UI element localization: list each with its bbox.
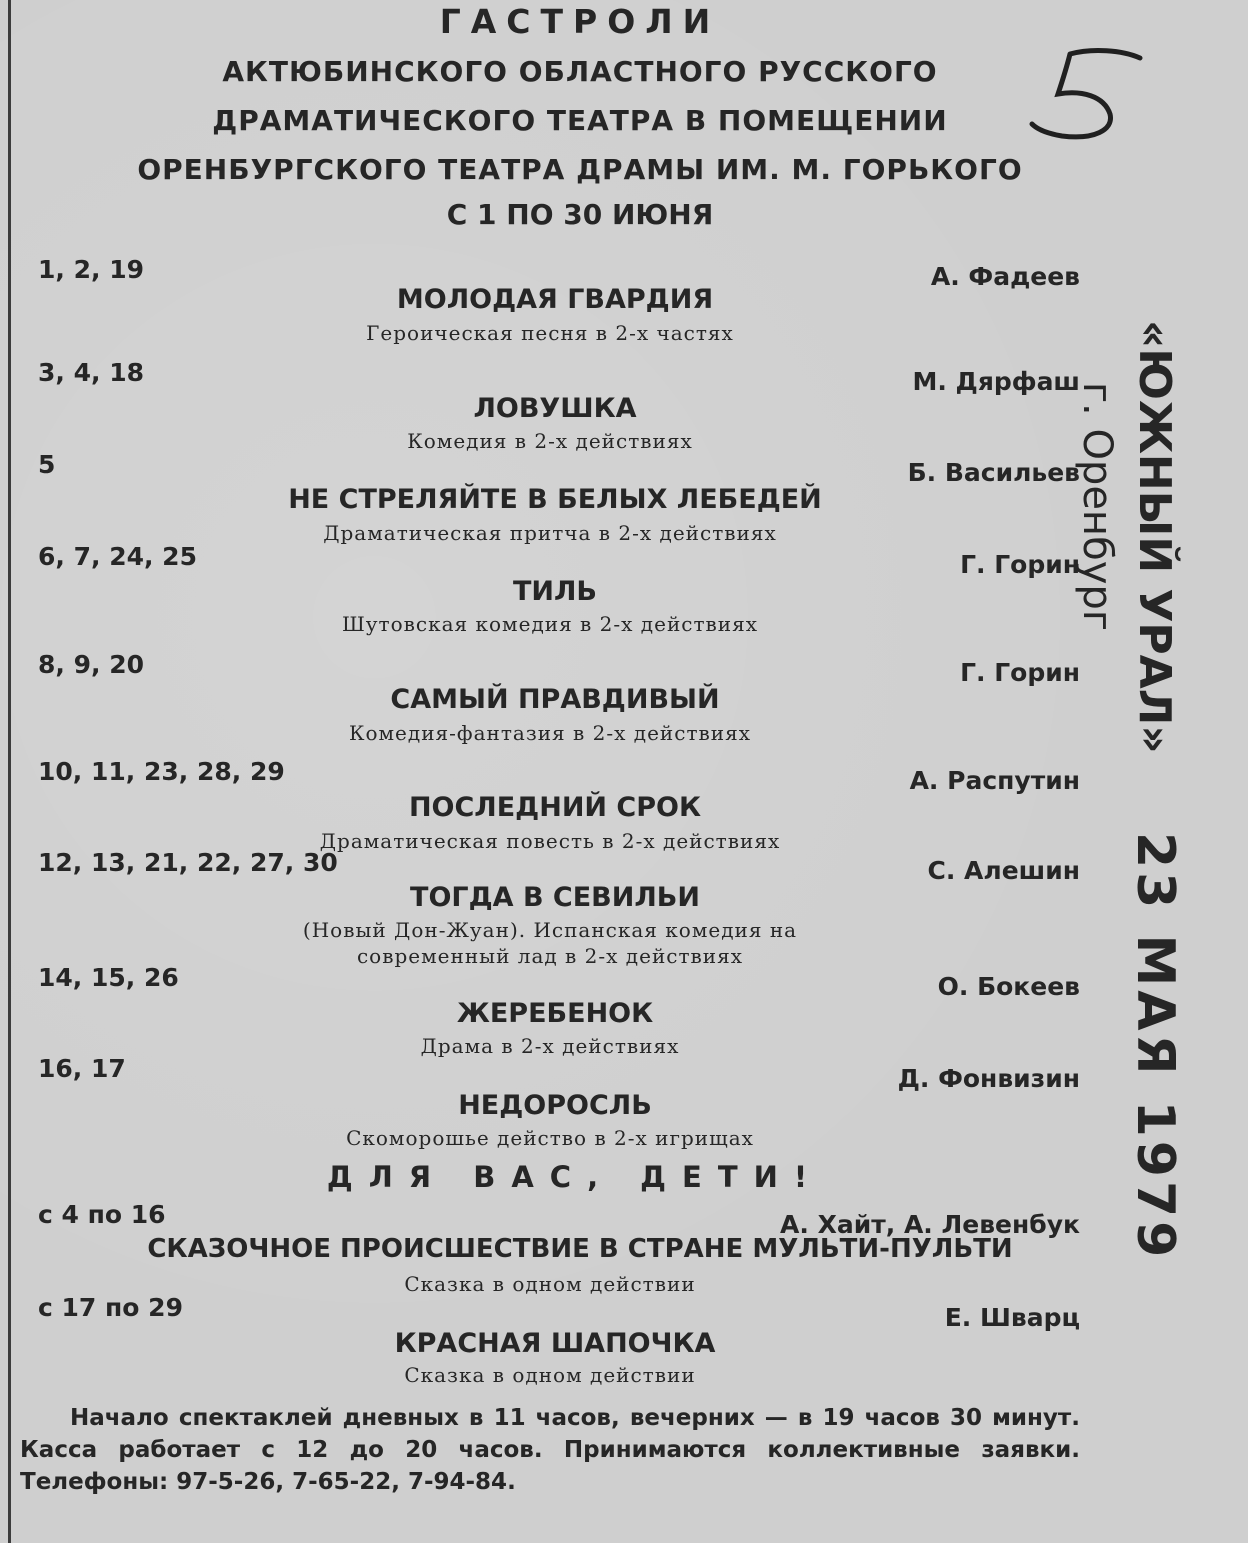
kids-play-dates: с 17 по 29 [38,1293,183,1322]
play-author: Д. Фонвизин [897,1064,1080,1093]
play-author: А. Фадеев [930,262,1080,291]
kids-play-title: КРАСНАЯ ШАПОЧКА [394,1328,716,1359]
play-title: ТИЛЬ [512,576,598,607]
kids-play-subtitle: Сказка в одном действии [404,1272,696,1296]
kids-play-subtitle: Сказка в одном действии [404,1363,696,1387]
play-author: Г. Горин [960,550,1080,579]
play-dates: 16, 17 [38,1054,126,1083]
play-subtitle-line-2: современный лад в 2-х действиях [356,944,744,968]
play-subtitle: Героическая песня в 2-х частях [366,321,734,345]
handwritten-number-five [1022,40,1152,150]
play-title: НЕ СТРЕЛЯЙТЕ В БЕЛЫХ ЛЕБЕДЕЙ [288,484,822,515]
header-dates: С 1 ПО 30 ИЮНЯ [446,198,714,231]
header-title: ГАСТРОЛИ [439,2,721,41]
footer-info: Начало спектаклей дневных в 11 часов, вечерних — в 19 часов 30 минут. Касса работает с 12 до 20 часов. Принимаются коллективные заявки. Телефоны: 97-5-26, 7-65-22, 7-94-84. [20,1405,1080,1495]
play-dates: 14, 15, 26 [38,963,179,992]
play-subtitle: Скоморошье действо в 2-х игрищах [346,1126,754,1150]
kids-play-title: СКАЗОЧНОЕ ПРОИСШЕСТВИЕ В СТРАНЕ МУЛЬТИ-ПУЛЬТИ [147,1234,1013,1264]
play-title: ЖЕРЕБЕНОК [456,998,654,1029]
header-line-3: ОРЕНБУРГСКОГО ТЕАТРА ДРАМЫ ИМ. М. ГОРЬКОГО [137,153,1023,186]
kids-play-author: Е. Шварц [944,1303,1080,1332]
play-title: ТОГДА В СЕВИЛЬИ [410,882,700,913]
play-author: Б. Васильев [907,458,1080,487]
stamp-date: 23 МАЯ 1979 [1125,832,1185,1262]
play-dates: 6, 7, 24, 25 [38,542,197,571]
clipping-edge [8,0,11,1543]
play-dates: 3, 4, 18 [38,358,144,387]
play-author: Г. Горин [960,658,1080,687]
play-subtitle: Драматическая притча в 2-х действиях [323,521,777,545]
kids-play-dates: с 4 по 16 [38,1200,166,1229]
play-subtitle: Комедия в 2-х действиях [407,429,693,453]
kids-heading: ДЛЯ ВАС, ДЕТИ! [326,1160,824,1194]
play-dates: 12, 13, 21, 22, 27, 30 [38,848,338,877]
play-title: САМЫЙ ПРАВДИВЫЙ [390,684,720,715]
play-subtitle: Шутовская комедия в 2-х действиях [341,612,759,636]
play-author: С. Алешин [927,856,1080,885]
play-title: ЛОВУШКА [473,393,637,424]
play-subtitle: Драматическая повесть в 2-х действиях [319,829,781,853]
play-subtitle: Драма в 2-х действиях [420,1034,680,1058]
stamp-city: г. Оренбург [1074,382,1120,631]
play-subtitle: (Новый Дон-Жуан). Испанская комедия на [302,918,798,942]
play-title: НЕДОРОСЛЬ [458,1090,652,1121]
play-author: М. Дярфаш [912,367,1080,396]
header-line-1: АКТЮБИНСКОГО ОБЛАСТНОГО РУССКОГО [222,55,938,88]
play-author: А. Распутин [909,766,1080,795]
play-subtitle: Комедия-фантазия в 2-х действиях [348,721,751,745]
newspaper-masthead-stamp: «ЮЖНЫЙ УРАЛ» [1129,320,1180,754]
play-dates: 8, 9, 20 [38,650,144,679]
play-dates: 1, 2, 19 [38,255,144,284]
kids-play-author: А. Хайт, А. Левенбук [780,1210,1080,1239]
play-dates: 5 [38,450,56,479]
play-dates: 10, 11, 23, 28, 29 [38,757,285,786]
header-line-2: ДРАМАТИЧЕСКОГО ТЕАТРА В ПОМЕЩЕНИИ [212,104,948,137]
play-author: О. Бокеев [937,972,1080,1001]
play-title: ПОСЛЕДНИЙ СРОК [408,792,702,823]
play-title: МОЛОДАЯ ГВАРДИЯ [396,284,714,315]
